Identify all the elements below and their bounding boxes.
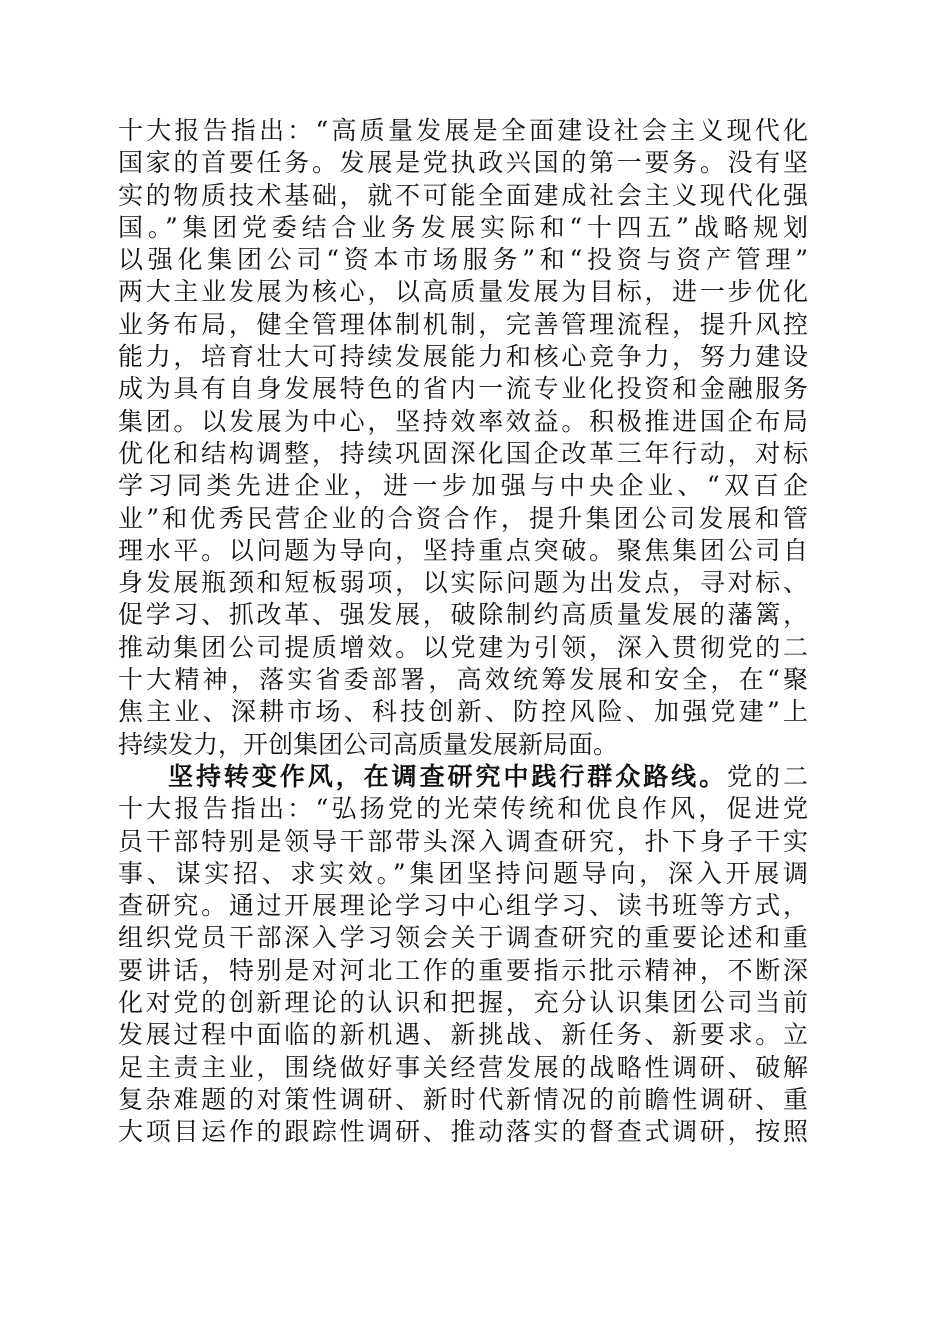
paragraph-2-first-text: 党的二 — [727, 761, 808, 791]
text-line: 查研究。通过开展理论学习中心组学习、读书班等方式， — [118, 891, 808, 921]
text-line: 业”和优秀民营企业的合资合作，提升集团公司发展和管 — [118, 503, 808, 533]
text-line: 学习同类先进企业，进一步加强与中央企业、“双百企 — [118, 471, 808, 501]
text-line: 优化和结构调整，持续巩固深化国企改革三年行动，对标 — [118, 438, 808, 468]
text-line: 能力，培育壮大可持续发展能力和核心竞争力，努力建设 — [118, 342, 808, 372]
paragraph-2-first-line — [118, 761, 808, 793]
text-line: 十大报告指出：“弘扬党的光荣传统和优良作风，促进党 — [118, 794, 808, 824]
text-line: 复杂难题的对策性调研、新时代新情况的前瞻性调研、重 — [118, 1084, 808, 1114]
paragraph-1 — [118, 115, 808, 761]
text-line: 足主责主业，围绕做好事关经营发展的战略性调研、破解 — [118, 1052, 808, 1082]
text-line: 集团。以发展为中心，坚持效率效益。积极推进国企布局 — [118, 406, 808, 436]
text-line: 国。”集团党委结合业务发展实际和“十四五”战略规划 — [118, 212, 808, 242]
text-line: 成为具有自身发展特色的省内一流专业化投资和金融服务 — [118, 374, 808, 404]
text-line: 两大主业发展为核心，以高质量发展为目标，进一步优化 — [118, 277, 808, 307]
text-line: 推动集团公司提质增效。以党建为引领，深入贯彻党的二 — [118, 632, 808, 662]
paragraph-2 — [118, 761, 808, 1149]
text-line: 持续发力，开创集团公司高质量发展新局面。 — [118, 729, 619, 759]
text-line: 大项目运作的跟踪性调研、推动落实的督查式调研，按照 — [118, 1117, 808, 1147]
text-line: 以强化集团公司“资本市场服务”和“投资与资产管理” — [118, 245, 808, 275]
text-line: 业务布局，健全管理体制机制，完善管理流程，提升风控 — [118, 309, 808, 339]
text-line: 发展过程中面临的新机遇、新挑战、新任务、新要求。立 — [118, 1020, 808, 1050]
text-line: 员干部特别是领导干部带头深入调查研究，扑下身子干实 — [118, 826, 808, 856]
paragraph-heading: 坚持转变作风，在调查研究中践行群众路线。 — [168, 761, 728, 791]
text-line: 实的物质技术基础，就不可能全面建成社会主义现代化强 — [118, 180, 808, 210]
text-line: 十大报告指出：“高质量发展是全面建设社会主义现代化 — [118, 116, 808, 145]
text-line: 理水平。以问题为导向，坚持重点突破。聚焦集团公司自 — [118, 535, 808, 565]
text-line: 组织党员干部深入学习领会关于调查研究的重要论述和重 — [118, 923, 808, 953]
text-line: 促学习、抓改革、强发展，破除制约高质量发展的藩篱， — [118, 600, 808, 630]
text-line: 十大精神，落实省委部署，高效统筹发展和安全，在“聚 — [118, 665, 808, 695]
text-line: 国家的首要任务。发展是党执政兴国的第一要务。没有坚 — [118, 148, 808, 178]
text-line: 要讲话，特别是对河北工作的重要指示批示精神，不断深 — [118, 955, 808, 985]
document-body — [118, 115, 808, 1149]
text-line: 身发展瓶颈和短板弱项，以实际问题为出发点，寻对标、 — [118, 568, 808, 598]
text-line: 焦主业、深耕市场、科技创新、防控风险、加强党建”上 — [118, 697, 808, 727]
text-line: 事、谋实招、求实效。”集团坚持问题导向，深入开展调 — [118, 858, 808, 888]
text-line: 化对党的创新理论的认识和把握，充分认识集团公司当前 — [118, 988, 808, 1018]
